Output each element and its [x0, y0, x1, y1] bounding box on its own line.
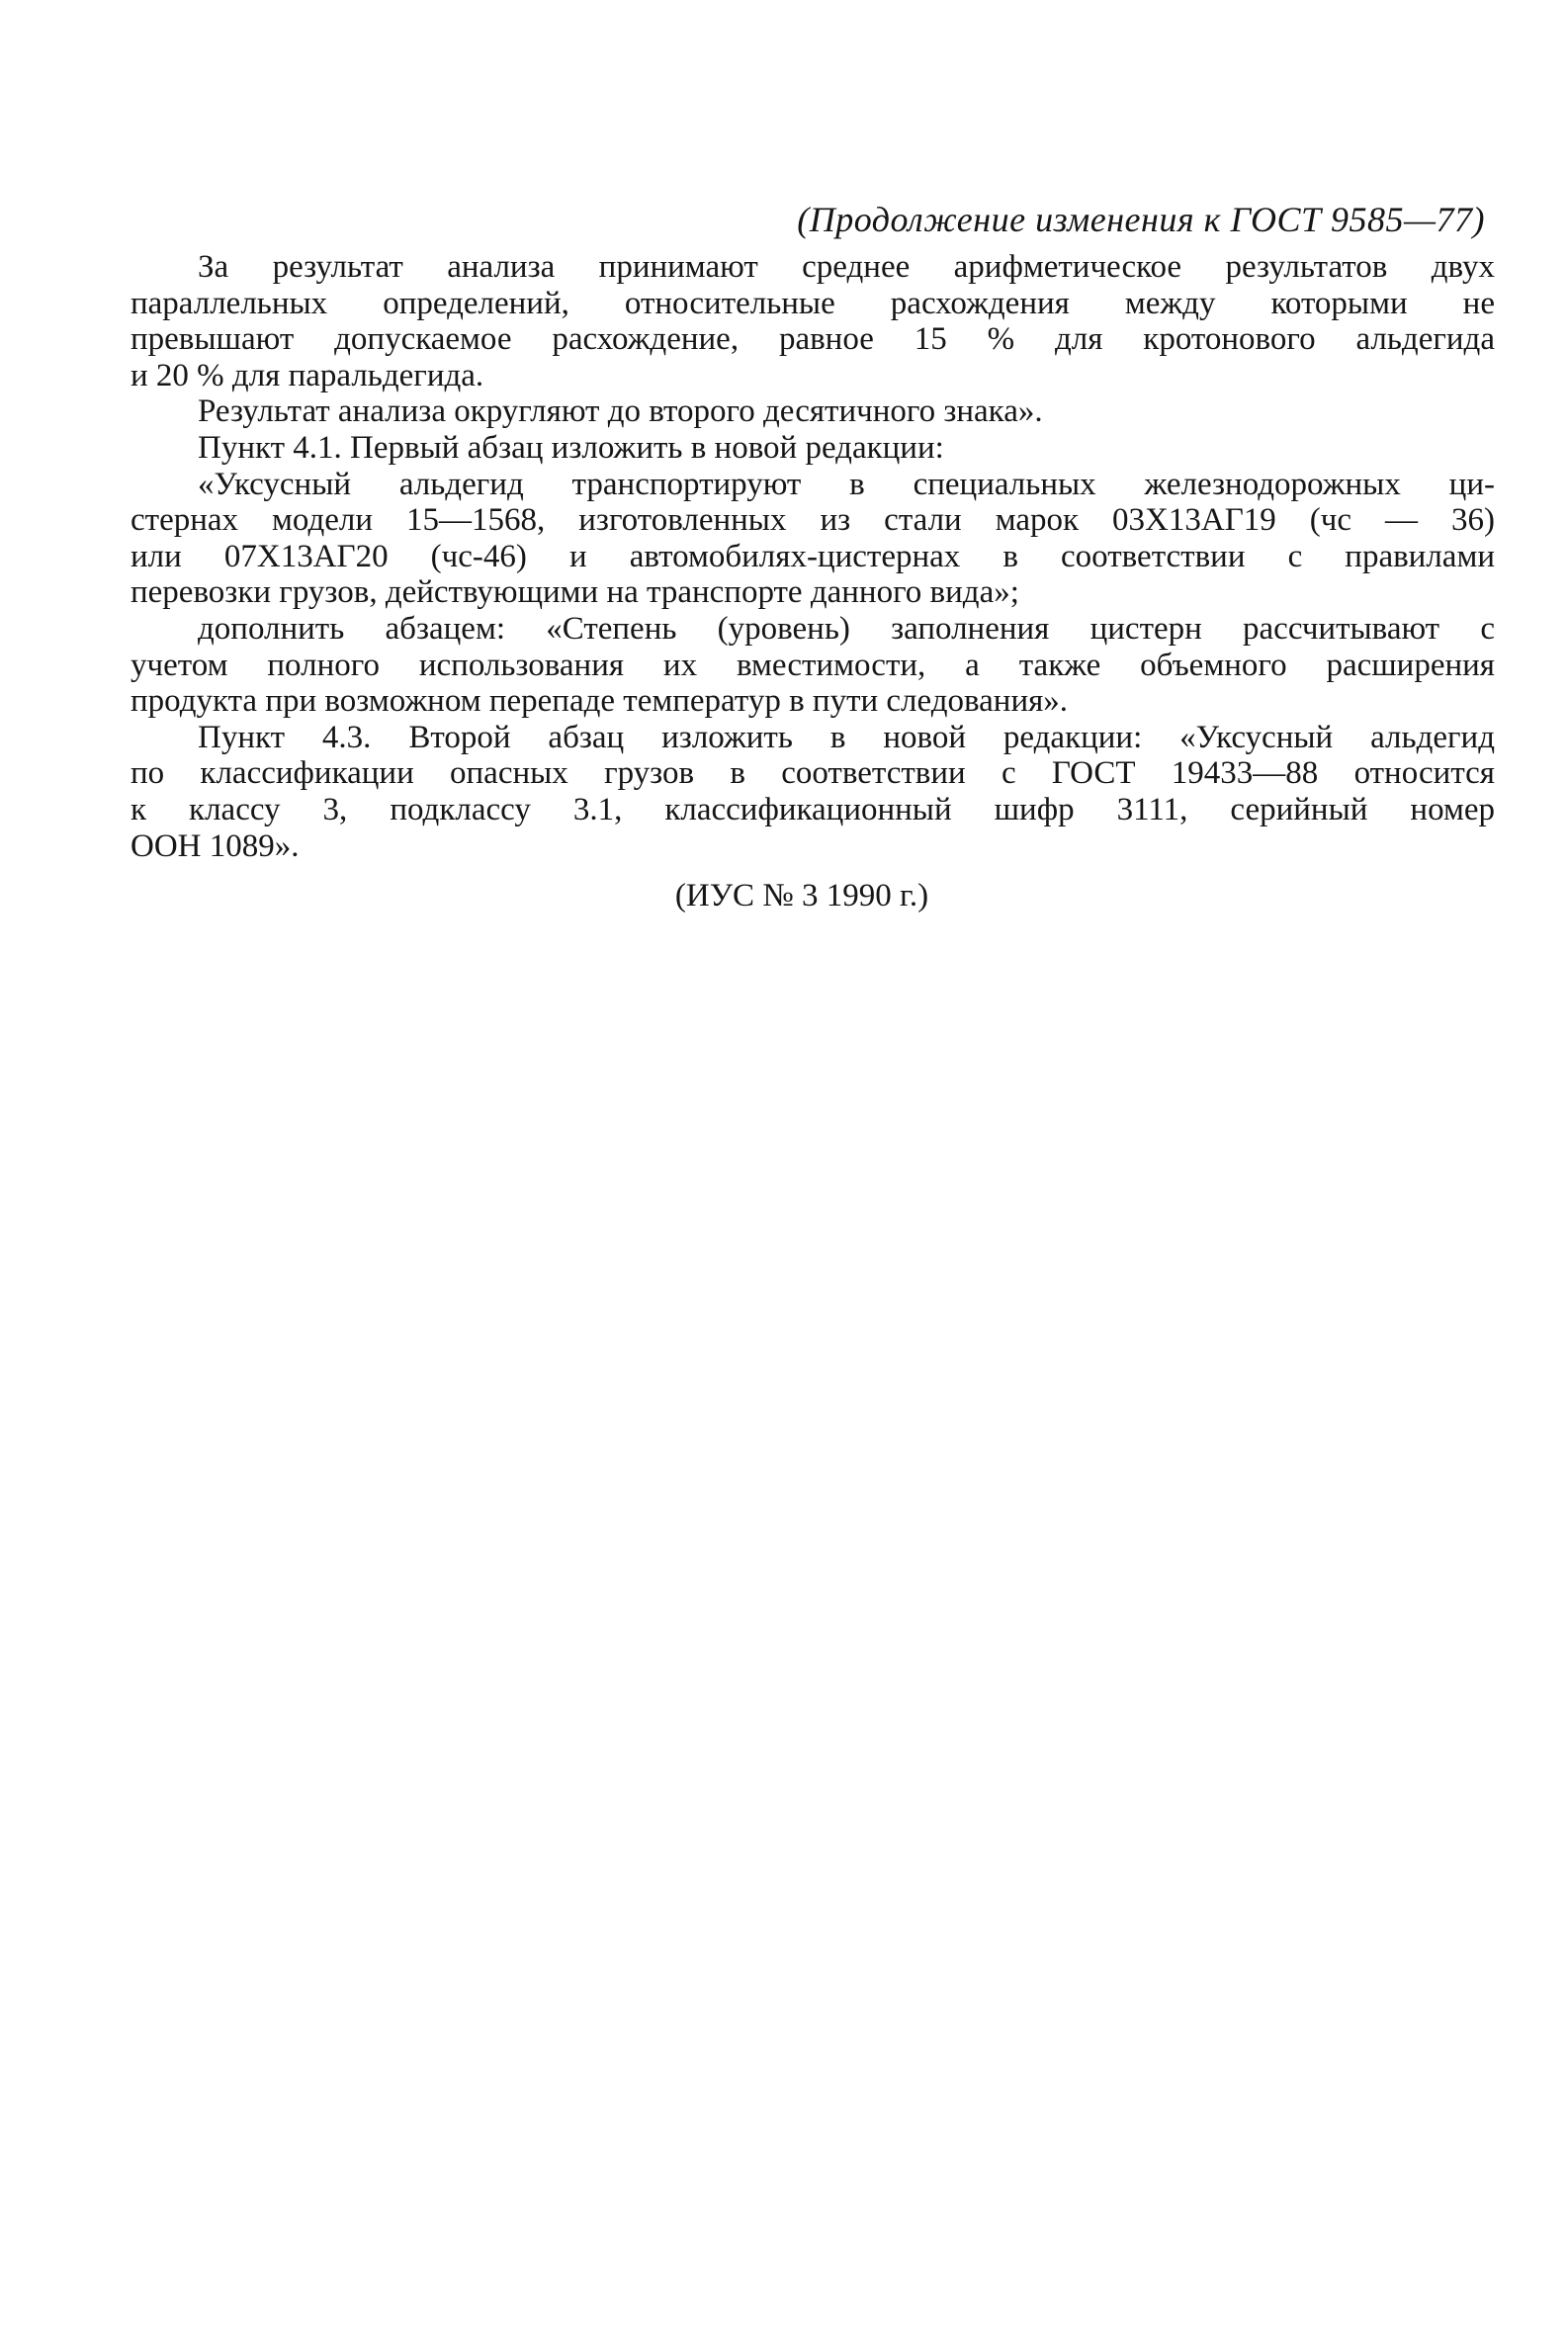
- paragraph-item-4-1: [198, 430, 1495, 467]
- continuation-header: (Продолжение изменения к ГОСТ 9585—77): [797, 200, 1485, 239]
- text-line: параллельных определений, относительные расхождения между которыми не: [131, 285, 1495, 321]
- text-line: перевозки грузов, действующими на транспорте данного вида»;: [131, 574, 1019, 611]
- text-line: ООН 1089».: [131, 827, 300, 864]
- text-line: продукта при возможном перепаде температур в пути следования».: [131, 683, 1069, 720]
- text-line: стернах модели 15—1568, изготовленных из стали марок 03Х13АГ19 (чс — 36): [131, 502, 1495, 539]
- text-line: Пункт 4.1. Первый абзац изложить в новой редакции:: [198, 429, 944, 466]
- text-line: к классу 3, подклассу 3.1, классификационный шифр 3111, серийный номер: [131, 791, 1495, 827]
- text-line: Результат анализа округляют до второго десятичного знака».: [198, 393, 1043, 430]
- source-reference: (ИУС № 3 1990 г.): [674, 878, 929, 913]
- text-line: по классификации опасных грузов в соответствии с ГОСТ 19433—88 относится: [131, 755, 1495, 792]
- text-line: «Уксусный альдегид транспортируют в специальных железнодорожных ци-: [198, 466, 1495, 502]
- paragraph-rounding: [198, 393, 1495, 430]
- paragraph-filling-degree: [131, 610, 1495, 720]
- text-line: учетом полного использования их вместимости, а также объемного расширения: [131, 647, 1495, 683]
- paragraph-transport: [131, 466, 1495, 611]
- text-line: За результат анализа принимают среднее арифметическое результатов двух: [198, 249, 1495, 285]
- document-body: [131, 249, 1495, 864]
- paragraph-analysis-result: [131, 249, 1495, 393]
- text-line: Пункт 4.3. Второй абзац изложить в новой редакции: «Уксусный альдегид: [198, 719, 1495, 755]
- text-line: или 07Х13АГ20 (чс-46) и автомобилях-цистернах в соответствии с правилами: [131, 538, 1495, 574]
- text-line: дополнить абзацем: «Степень (уровень) заполнения цистерн рассчитывают с: [198, 610, 1495, 647]
- text-line: превышают допускаемое расхождение, равное 15 % для кротонового альдегида: [131, 321, 1495, 358]
- paragraph-item-4-3: [131, 719, 1495, 864]
- text-line: и 20 % для паральдегида.: [131, 357, 484, 393]
